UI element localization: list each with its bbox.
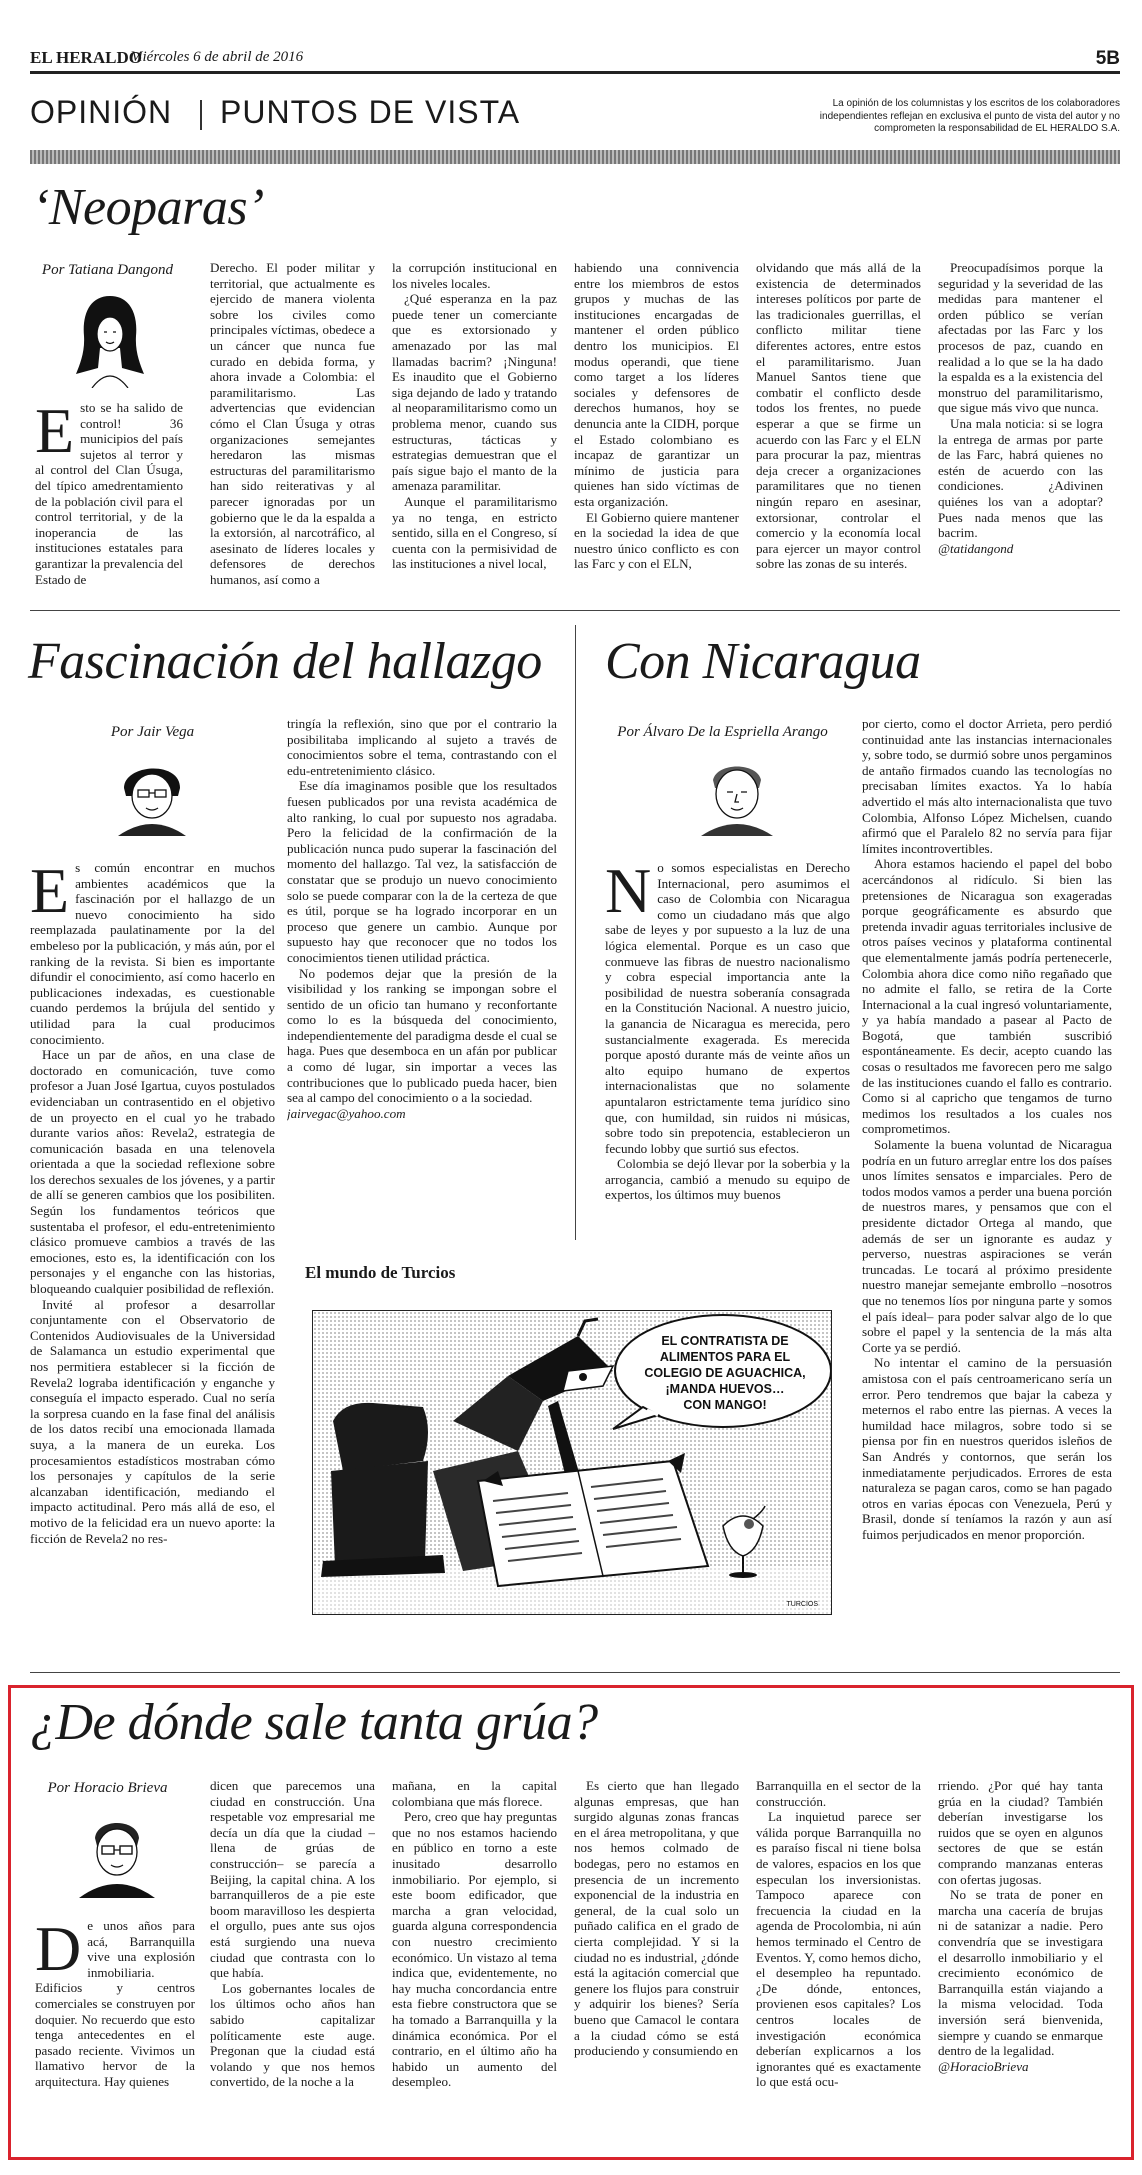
byline: Por Jair Vega: [110, 724, 195, 740]
body-text: Derecho. El poder militar y territorial, que actualmente es ejercido de manera violenta sobre los civiles como principales víctimas, obedece a un cáncer que nunca fue curado en debida forma, y ahora invade a Colombia: el paramilitarismo. Las advertencias que evidencian cómo el Clan Úsuga y otras organizaciones semejantes heredaron las mismas estructuras del paramilitarismo han sido reiterativas y al parecer ignoradas por un gobierno que le da la espalda a la extorsión, al narcotráfico, al asesinato de líderes locales y defensores de derechos humanos, así como a: [210, 260, 375, 587]
body-text: No podemos dejar que la presión de la visibilidad y los ranking se impongan sobre el sentido de un oficio tan humano y reconfortante como lo es la búsqueda del conocimiento, independientemente del paradigma desde el cual se haga. Pues que desemboca en un afán por publicar a como dé lugar, sin importar a veces las contribuciones que lo publicado pueda hacer, bien sea al campo del conocimiento o a la sociedad.: [287, 965, 557, 1106]
article4-col5: [756, 1778, 921, 2150]
bubble-line: COLEGIO DE AGUACHICA,: [644, 1366, 806, 1380]
drop-cap: E: [35, 400, 75, 466]
cartoon-label: El mundo de Turcios: [305, 1263, 456, 1282]
byline: Por Tatiana Dangond: [41, 262, 174, 278]
editorial-cartoon: [312, 1310, 832, 1615]
article-title-nicaragua: Con Nicaragua: [605, 633, 921, 690]
article4-col2: [210, 1778, 375, 2150]
section-rule: [30, 610, 1120, 611]
byline: Por Horacio Brieva: [47, 1780, 168, 1796]
drop-cap: D: [35, 1918, 82, 1984]
body-text: sto se ha salido de control! 36 municipios del país sujetos al terror y al control del Clan Úsuga, del típico amedrentamiento de la población civil para el control territorial, y de la inoperancia de las instituciones estatales para garantizar la prevalencia del Estado de: [35, 400, 183, 587]
newspaper-name: EL HERALDO: [30, 48, 142, 67]
body-text: Invité al profesor a desarrollar conjuntamente con el Observatorio de Contenidos Audiovisuales de la Universidad de Salamanca un estudio experimental que nos permitiera establecer si la ficción de Revela2 lograba identificación y enganche y conseguía el impacto esperado. Cual no sería la sorpresa cuando en la fase final del análisis de los datos recibí una emocionada llamada suya, a la manera de un eureka. Los procesamientos estadísticos mostraban cómo los personajes y capítulos de la serie alcanzaban identificación, mediando el impacto actitudinal. Pero más allá de eso, el motivo de la felicidad era un nuevo aporte: la ficción de Revela2 no res-: [30, 1296, 275, 1546]
author-portrait: [70, 288, 150, 388]
masthead: [30, 48, 1120, 74]
body-text: Ahora estamos haciendo el papel del bobo acercándonos al ridículo. Si bien las pretensiones de Nicaragua son exageradas porque geográficamente es absurdo que pretenda invadir aguas territoriales inclusive de otros países vecinos y plataforma continental que elementalmente jamás podría pertenecerle, Colombia ahora dice como niño regañado que no admite el fallo, se retira de la Corte Internacional a la cual ingresó voluntariamente, y ya había mandado a pasear al Pacto de Bogotá, que también suscribió espontáneamente. Es decir, acepto cuando las cosas o resultados me favorecen pero me salgo de las instituciones cuando el fallo es contrario. Como si al capricho que tengamos de turno medimos los resultados a los cuales nos comprometimos.: [862, 856, 1112, 1137]
column-rule: [575, 625, 576, 1240]
article3-col1: [605, 860, 850, 1230]
article2-col1: [30, 860, 275, 1640]
drop-cap: E: [30, 860, 70, 926]
bubble-line: CON MANGO!: [683, 1398, 767, 1412]
body-text: habiendo una connivencia entre los miembros de estos grupos y muchas de las instituciones encargadas de mantener el orden público dentro los municipios. El modus operandi, que tiene como target a los líderes sociales y defensores de derechos humanos, hoy se denuncia ante la CIDH, porque el Estado colombiano es incapaz de garantizar un mínimo de justicia para quienes han sido víctimas de esta organización.: [574, 260, 739, 509]
article1-col6: [938, 260, 1103, 595]
section-rule: [30, 1672, 1120, 1673]
body-text: No intentar el camino de la persuasión amistosa con el país centroamericano sería un error. Pero tendremos que bajar la cabeza y meternos el rabo entre las piernas. A veces la humildad hace milagros, sobre todo si se piensa por fin en nuestros queridos isleños de San Andrés y contornos, que serán los inmediatamente perjudicados. Errores de esta naturaleza se pagan caros, como se han pagado otros en varias épocas con Venezuela, Perú y Brasil, donde sí teníamos la razón y aun así fuimos perjudicados en menor proporción.: [862, 1355, 1112, 1542]
body-text: El Gobierno quiere mantener en la sociedad la idea de que nuestro único conflicto es con las Farc y con el ELN,: [574, 509, 739, 572]
hatch-band: [30, 150, 1120, 164]
page-number: 5B: [1095, 48, 1120, 69]
article1-col4: [574, 260, 739, 590]
body-text: Pero, creo que hay preguntas que no nos estamos haciendo en público en torno a este inusitado desarrollo inmobiliario. Por ejemplo, si este boom edificador, que marcha a gran velocidad, guarda alguna correspondencia con nuestro crecimiento económico. Un vistazo al tema indica que, evidentemente, no hay mucha concordancia entre esta fiebre constructora que se ha tomado a Barranquilla y la dinámica económica. Por el contrario, en el último año ha habido un aumento del desempleo.: [392, 1809, 557, 2090]
section-title: OPINIÓN: [30, 94, 173, 130]
body-text: Una mala noticia: si se logra la entrega de armas por parte de las Farc, habrá quienes no estén de acuerdo con las condiciones. ¿Adivinen quiénes los van a adoptar? Pues nada menos que las bacrim.: [938, 415, 1103, 541]
body-text: Hace un par de años, en una clase de doctorado en comunicación, tuve como profesor a Juan José Igartua, cuyos postulados evidenciaban un contrasentido en el objetivo de un proyecto en el cual yo he trabado durante varios años: Revela2, estrategia de comunicación basada en una telenovela orientada a que la sociedad reflexione sobre los derechos sexuales de los jóvenes, y a partir de allí se generen cambios que los posibiliten. Según los fundamentos teóricos que sustentaba el profesor, el edu-entretenimiento clásico promueve cambios a través de las emociones, esto es, la identificación con los personajes y el enganche con las historias, bloqueando cualquier posibilidad de reflexión.: [30, 1047, 275, 1297]
body-text: Es cierto que han llegado algunas empresas, que han surgido algunas zonas francas en el área metropolitana, y que nos hemos colmado de bodegas, pero no estamos en presencia de un incremento exponencial de la industria en general, de la cual solo un puñado califica en el grado de cierta complejidad. Y si la ciudad no es industrial, ¿dónde está la agitación comercial que genere los flujos para construir y adquirir los bienes? Sería bueno que Camacol le contara a la ciudad cómo se está produciendo y consumiendo en: [574, 1778, 739, 2059]
body-text: Barranquilla en el sector de la construcción.: [756, 1778, 921, 1809]
bubble-line: ¡MANDA HUEVOS…: [665, 1382, 785, 1396]
body-text: No se trata de poner en marcha una cacería de brujas ni de satanizar a nadie. Pero convendría que se investigara el desarrollo inmobiliario y el crecimiento económico de Barranquilla están viajando a la misma velocidad. Toda inversión será bienvenida, siempre y cuando se enmarque dentro de la legalidad.: [938, 1887, 1103, 2059]
author-portrait: [75, 1808, 159, 1898]
section-divider: [200, 100, 202, 130]
body-text: mañana, en la capital colombiana que más florece.: [392, 1778, 557, 1809]
body-text: Colombia se dejó llevar por la soberbia y la arrogancia, cambió a menudo su equipo de expertos, los últimos muy buenos: [605, 1156, 850, 1203]
body-text: rriendo. ¿Por qué hay tanta grúa en la ciudad? También deberían investigarse los ruidos que se oyen en algunos sectores de que se están comprando manzanas enteras con ofertas jugosas.: [938, 1778, 1103, 1887]
body-text: o somos especialistas en Derecho Internacional, pero asumimos el caso de Colombia con Nicaragua como un ciudadano más que algo sabe de leyes y por supuesto a la luz de una lógica elemental. Porque es un caso que conmueve las fibras de nuestro nacionalismo y cobra especial importancia ante la posibilidad de nuestra soberanía consagrada en la Constitución Nacional. A nuestro juicio, la ganancia de Nicaragua es merecida, pero sustancialmente exagerada. Es merecida porque apostó durante más de veinte años un alto equipo humano de expertos internacionalistas que no solamente apuntalaron estrictamente tema jurídico sino que, con humildad, sin ruidos ni músicas, sobre todo sin prepotencia, establecieron un fecundo lobby que surtió sus efectos.: [605, 860, 850, 1156]
body-text: Aunque el paramilitarismo ya no tenga, en estricto sentido, silla en el Congreso, sí cuenta con la permisividad de las instituciones a nivel local,: [392, 493, 557, 572]
body-text: la corrupción institucional en los niveles locales.: [392, 260, 557, 291]
body-text: por cierto, como el doctor Arrieta, pero perdió continuidad ante las instancias internacionales y, sobre todo, se durmió sobre unos pergaminos de antaño firmados cuando las tecnologías no precisaban límites exactos. Ya lo había advertido el más alto internacionalista que tuvo Colombia, Alfonso López Michelsen, cuando afirmó que el Paralelo 82 no servía para fijar límites incontrovertibles.: [862, 716, 1112, 856]
body-text: Los gobernantes locales de los últimos ocho años han sabido capitalizar políticamente este auge. Pregonan que la ciudad está volando y que nos hemos convertido, de la noche a la: [210, 1980, 375, 2090]
body-text: Preocupadísimos porque la seguridad y la severidad de las medidas para mantener el orden público se verían afectadas por las Farc y los procesos de paz, cuando en realidad a lo que se la ha dado la espalda es a la existencia del monstruo del paramilitarismo, que sigue más vivo que nunca.: [938, 260, 1103, 416]
author-handle: @tatidangond: [938, 540, 1014, 556]
body-text: dicen que parecemos una ciudad en construcción. Una respetable voz empresarial me decía un día que la ciudad –llena de grúas de construcción– se parecía a Beijing, la capital china. A los barranquilleros de a pie este boom maravilloso les despierta el orgullo, pues ante sus ojos está surgiendo una nueva ciudad que contrasta con lo que había.: [210, 1778, 375, 1981]
cartoon-drawing: [313, 1311, 832, 1615]
author-portrait: [110, 750, 194, 836]
article-title-grua: ¿De dónde sale tanta grúa?: [30, 1694, 598, 1751]
disclaimer: La opinión de los columnistas y los escritos de los colaboradores independientes reflejan en exclusiva el punto de vista del autor y no comprometen la responsabilidad de EL HERALDO S.A.: [819, 98, 1120, 134]
drop-cap: N: [605, 860, 652, 926]
article2-col2: [287, 716, 557, 1251]
cartoon-signature: TURCIOS: [786, 1601, 818, 1608]
article1-col5: [756, 260, 921, 590]
article1-col1: [35, 400, 183, 590]
article4-col3: [392, 1778, 557, 2150]
body-text: Solamente la buena voluntad de Nicaragua podría en un futuro arreglar entre los dos países unos límites sensatos e imparciales. Pero de todos modos vamos a perder una buena porción de nuestros mares, y pensamos que con el presidente dictador Ortega al mando, que además de ser un ignorante es audaz y perverso, nuestras aspiraciones se verán truncadas. Le tocará al próximo presidente nuestro manejar semejante embrollo –nosotros que no tenemos líos por ninguna parte y somos el país ideal– para poder salvar algo de lo que sobre el papel y la sentencia de la más alta Corte ya se perdió.: [862, 1137, 1112, 1355]
article1-col3: [392, 260, 557, 590]
article1-col2: [210, 260, 375, 590]
section-subtitle: PUNTOS DE VISTA: [220, 94, 521, 130]
article3-col2: [862, 716, 1112, 1646]
author-handle: @HoracioBrieva: [938, 2058, 1029, 2074]
body-text: e unos años para acá, Barranquilla vive una explosión inmobiliaria. Edificios y centros comerciales se construyen por doquier. No recuerdo que esto tenga antecedentes en el pasado reciente. Vivimos un llamativo hervor de la arquitectura. Hay quienes: [35, 1918, 195, 2089]
author-portrait: [695, 750, 779, 836]
article-title-fascinacion: Fascinación del hallazgo: [28, 633, 542, 690]
section-header: [30, 90, 1120, 148]
article4-col4: [574, 1778, 739, 2150]
article4-col1: [35, 1918, 195, 2148]
body-text: Ese día imaginamos posible que los resultados fuesen publicados por una revista académica de alto ranking, lo cual por supuesto nos agradaba. Pero la felicidad de la confirmación de la publicación nunca pudo superar la fascinación del momento del hallazgo. Tal vez, la satisfacción de constatar que se produjo un nuevo conocimiento solo se puede comparar con la de la certeza de que es útil, porque se ha logrado incorporar en un proceso que genere un cambio. Aunque por supuesto hay que reconocer que no todos los conocimientos tienen utilidad práctica.: [287, 778, 557, 965]
article4-col6: [938, 1778, 1103, 2150]
body-text: La inquietud parece ser válida porque Barranquilla no es paraíso fiscal ni tiene bolsa de valores, espacios en los que especulan los inversionistas. Tampoco aparece con frecuencia la ciudad en la agenda de Procolombia, ni aún hemos terminado el Centro de Eventos. Y, como hemos dicho, el desempleo ha repuntado. ¿De dónde, entonces, provienen esos capitales? Los centros locales de investigación económica deberían explicarnos a los ignorantes qué es exactamente lo que está ocu-: [756, 1809, 921, 2090]
bubble-line: ALIMENTOS PARA EL: [659, 1350, 791, 1364]
author-handle: jairvegac@yahoo.com: [287, 1105, 406, 1121]
byline: Por Álvaro De la Espriella Arango: [617, 724, 828, 740]
article-title-neoparas: ‘Neoparas’: [32, 179, 264, 236]
issue-date: Miércoles 6 de abril de 2016: [130, 49, 304, 65]
body-text: olvidando que más allá de la existencia de determinados intereses políticos por parte de las tradicionales guerrillas, el conflicto militar tiene diferentes actores, entre estos el paramilitarismo. Juan Manuel Santos tiene que combatir el conflicto desde todos los frentes, no puede esperar a que se firme un acuerdo con las Farc y el ELN para procurar la paz, mientras deja crecer a organizaciones paramilitares que no tienen ningún reparo en asesinar, extorsionar, controlar el comercio y la economía local para ejercer un mayor control sobre las zonas de su interés.: [756, 260, 921, 572]
body-text: tringía la reflexión, sino que por el contrario la posibilitaba implicando al sujeto a través de conocimientos sobre el tema, contrastando con el edu-entretenimiento clásico.: [287, 716, 557, 778]
body-text: ¿Qué esperanza en la paz puede tener un comerciante que es extorsionado y amenazado por las mal llamadas bacrim? ¡Ninguna! Es inaudito que el Gobierno siga dejando de lado y tratando al neoparamilitarismo como un problema menor, cuando sus estructuras, tácticas y estrategias demuestran que el país sigue bajo el manto de la amenaza paramilitar.: [392, 291, 557, 494]
bubble-line: EL CONTRATISTA DE: [661, 1334, 789, 1348]
body-text: s común encontrar en muchos ambientes académicos que la fascinación por el hallazgo de un nuevo conocimiento ha sido reemplazada paulatinamente por la del embeleso por la publicación, y más aún, por el ranking de la revista. Si bien es importante difundir el conocimiento, así como hacerlo en publicaciones indexadas, es cuestionable cuando perdemos la brújula del sentido y utilidad para la cual producimos conocimiento.: [30, 860, 275, 1047]
